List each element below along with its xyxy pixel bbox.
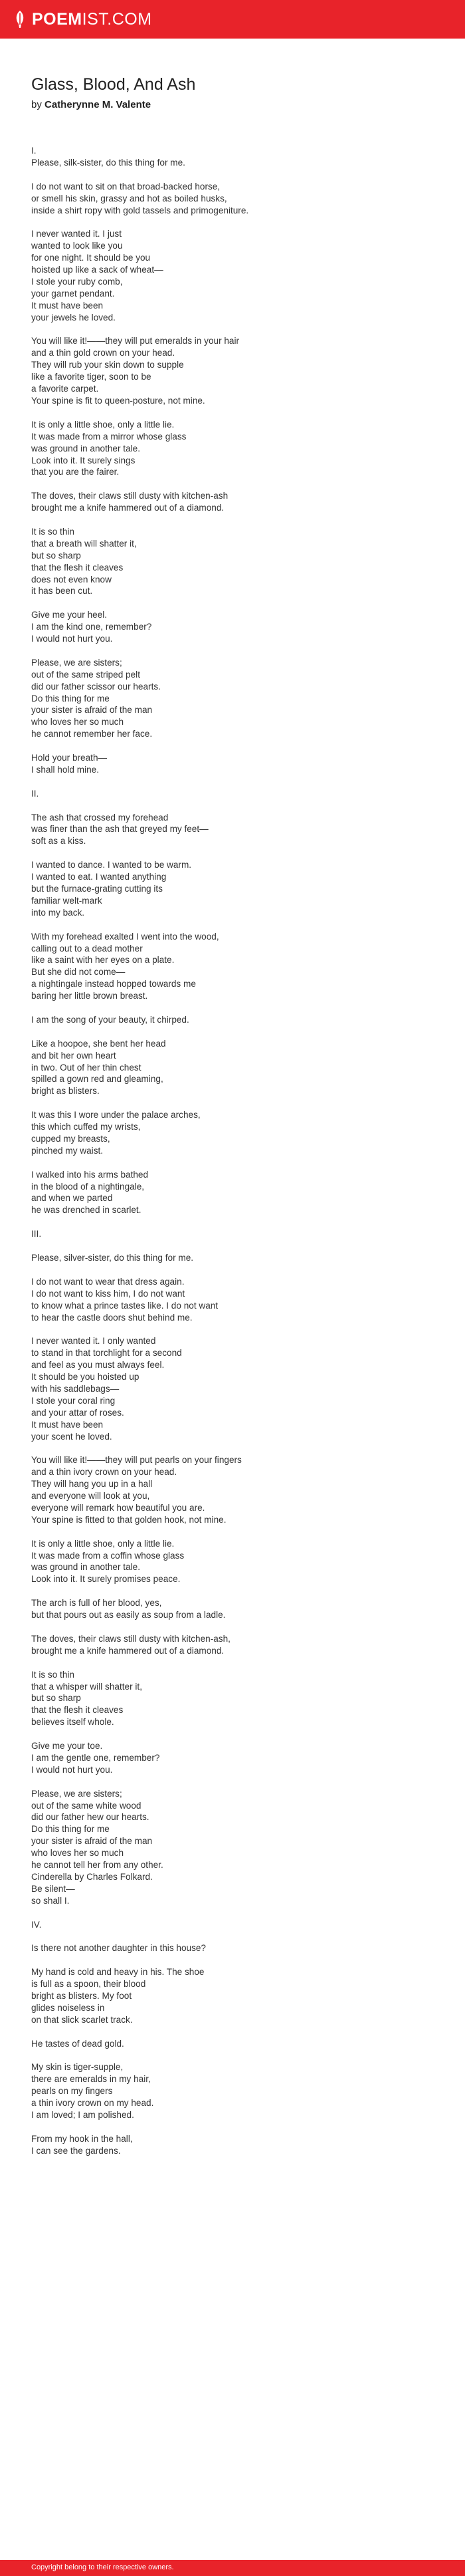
poem-line: your sister is afraid of the man bbox=[31, 705, 153, 715]
poem-line: but the furnace-grating cutting its bbox=[31, 884, 163, 894]
poem-stanza bbox=[31, 490, 443, 514]
poem-line: this which cuffed my wrists, bbox=[31, 1122, 141, 1132]
poem-line: did our father scissor our hearts. bbox=[31, 681, 161, 692]
poem-stanza bbox=[31, 1454, 443, 1525]
poem-line: in the blood of a nightingale, bbox=[31, 1181, 145, 1192]
poem-line: like a favorite tiger, soon to be bbox=[31, 372, 151, 382]
poem-stanza bbox=[31, 526, 443, 597]
author-link[interactable]: Catherynne M. Valente bbox=[45, 99, 151, 110]
poem-stanza bbox=[31, 1538, 443, 1586]
poem-stanza bbox=[31, 1966, 443, 2026]
poem-line: was ground in another tale. bbox=[31, 1562, 140, 1573]
poem-line: inside a shirt ropy with gold tassels and primogeniture. bbox=[31, 205, 249, 215]
poem-line: I would not hurt you. bbox=[31, 1764, 113, 1775]
poem-line: Your spine is fitted to that golden hook, not mine. bbox=[31, 1514, 227, 1525]
footer-copyright: Copyright belong to their respective owners. bbox=[31, 2563, 174, 2571]
poem-line: You will like it!——they will put pearls on your fingers bbox=[31, 1455, 242, 1466]
top-bar bbox=[0, 0, 465, 39]
poem-line: and everyone will look at you, bbox=[31, 1491, 150, 1501]
poem-line: believes itself whole. bbox=[31, 1717, 114, 1728]
poem-stanza bbox=[31, 1740, 443, 1776]
poem-line: in two. Out of her thin chest bbox=[31, 1062, 141, 1073]
poem-line: It must have been bbox=[31, 1419, 104, 1430]
poem-line: They will hang you up in a hall bbox=[31, 1479, 153, 1489]
poem-line: I walked into his arms bathed bbox=[31, 1169, 149, 1180]
poem-line: was ground in another tale. bbox=[31, 443, 140, 453]
poem-line: I do not want to wear that dress again. bbox=[31, 1276, 185, 1287]
poem-stanza bbox=[31, 609, 443, 645]
poem-line: Is there not another daughter in this house? bbox=[31, 1943, 206, 1954]
poem-line: a favorite carpet. bbox=[31, 384, 99, 394]
footer-bar bbox=[0, 2560, 465, 2576]
poem-line: that a breath will shatter it, bbox=[31, 538, 137, 549]
poem-line: but so sharp bbox=[31, 1693, 81, 1704]
poem-line: your jewels he loved. bbox=[31, 312, 116, 322]
poem-line: The ash that crossed my forehead bbox=[31, 812, 169, 823]
poem-line: and a thin gold crown on your head. bbox=[31, 348, 175, 358]
poem-line: glides noiseless in bbox=[31, 2002, 105, 2013]
poem-line: From my hook in the hall, bbox=[31, 2133, 133, 2144]
byline-prefix: by bbox=[31, 99, 42, 110]
poem-line: I am the song of your beauty, it chirped. bbox=[31, 1014, 189, 1025]
poem-line: and a thin ivory crown on your head. bbox=[31, 1467, 177, 1478]
poem-line: IV. bbox=[31, 1919, 42, 1930]
poem-line: did our father hew our hearts. bbox=[31, 1812, 149, 1823]
poem-line: but so sharp bbox=[31, 550, 81, 561]
poem-line: cupped my breasts, bbox=[31, 1133, 110, 1144]
poem-line: Give me your heel. bbox=[31, 610, 108, 620]
poem-stanza bbox=[31, 1252, 443, 1264]
poem-stanza bbox=[31, 419, 443, 479]
poem-line: I shall hold mine. bbox=[31, 764, 100, 775]
poem-line: does not even know bbox=[31, 574, 112, 584]
poem-line: to hear the castle doors shut behind me. bbox=[31, 1312, 193, 1323]
poem-line: Cinderella by Charles Folkard. bbox=[31, 1871, 153, 1882]
poem-stanza bbox=[31, 859, 443, 919]
poem-stanza bbox=[31, 1228, 443, 1240]
poem-line: II. bbox=[31, 788, 39, 799]
poem-line: My hand is cold and heavy in his. The shoe bbox=[31, 1967, 205, 1978]
poem-line: out of the same striped pelt bbox=[31, 669, 140, 680]
poem-line: soft as a kiss. bbox=[31, 836, 86, 846]
poem-line: to know what a prince tastes like. I do not want bbox=[31, 1300, 219, 1311]
poem-line: like a saint with her eyes on a plate. bbox=[31, 955, 175, 966]
poem-line: I never wanted it. I only wanted bbox=[31, 1336, 156, 1347]
poem-line: You will like it!——they will put emeralds in your hair bbox=[31, 336, 240, 346]
poem-line: brought me a knife hammered out of a diamond. bbox=[31, 1645, 225, 1656]
poem-line: and bit her own heart bbox=[31, 1050, 116, 1061]
poem-line: I wanted to dance. I wanted to be warm. bbox=[31, 860, 192, 870]
poem-line: was finer than the ash that greyed my feet— bbox=[31, 824, 209, 835]
poem-stanza bbox=[31, 812, 443, 848]
poem-line: The doves, their claws still dusty with kitchen-ash, bbox=[31, 1633, 231, 1644]
poem-line: Please, we are sisters; bbox=[31, 657, 122, 668]
site-logo[interactable] bbox=[13, 9, 152, 29]
poem-stanza bbox=[31, 1669, 443, 1729]
poem-line: But she did not come— bbox=[31, 967, 126, 977]
poem-line: everyone will remark how beautiful you are. bbox=[31, 1502, 205, 1513]
poem-line: a thin ivory crown on my head. bbox=[31, 2098, 154, 2109]
poem-line: that a whisper will shatter it, bbox=[31, 1681, 142, 1692]
poem-line: I am the gentle one, remember? bbox=[31, 1752, 160, 1763]
poem-line: III. bbox=[31, 1229, 42, 1239]
poem-stanza bbox=[31, 228, 443, 323]
poem-stanza bbox=[31, 1942, 443, 1954]
poem-line: Please, we are sisters; bbox=[31, 1788, 122, 1799]
poem-line: there are emeralds in my hair, bbox=[31, 2074, 151, 2085]
poem-title: Glass, Blood, And Ash bbox=[31, 75, 196, 94]
poem-stanza bbox=[31, 1788, 443, 1907]
poem-line: They will rub your skin down to supple bbox=[31, 360, 184, 370]
poem-line: It was made from a mirror whose glass bbox=[31, 431, 187, 442]
poem-line: With my forehead exalted I went into the wood, bbox=[31, 931, 219, 942]
poem-stanza bbox=[31, 1169, 443, 1217]
poem-line: I am the kind one, remember? bbox=[31, 622, 152, 632]
poem-line: pinched my waist. bbox=[31, 1145, 104, 1156]
poem-line: it has been cut. bbox=[31, 586, 93, 596]
poem-line: I never wanted it. I just bbox=[31, 229, 122, 239]
poem-stanza bbox=[31, 2061, 443, 2121]
poem-stanza bbox=[31, 1633, 443, 1657]
poem-line: that you are the fairer. bbox=[31, 467, 120, 477]
poem-line: My skin is tiger-supple, bbox=[31, 2062, 124, 2073]
poem-line: with his saddlebags— bbox=[31, 1383, 120, 1394]
poem-line: and feel as you must always feel. bbox=[31, 1360, 165, 1370]
poem-line: spilled a gown red and gleaming, bbox=[31, 1074, 163, 1085]
poem-line: Do this thing for me bbox=[31, 1824, 110, 1835]
poem-line: he was drenched in scarlet. bbox=[31, 1205, 141, 1216]
poem-line: bright as blisters. bbox=[31, 1086, 100, 1096]
poem-stanza bbox=[31, 335, 443, 406]
poem-stanza bbox=[31, 1038, 443, 1098]
poem-stanza bbox=[31, 2133, 443, 2157]
poem-line: who loves her so much bbox=[31, 717, 124, 727]
poem-line: Be silent— bbox=[31, 1883, 75, 1894]
poem-line: so shall I. bbox=[31, 1895, 70, 1906]
poem-stanza bbox=[31, 2038, 443, 2050]
poem-stanza bbox=[31, 752, 443, 776]
poem-line: He tastes of dead gold. bbox=[31, 2038, 124, 2049]
poem-line: on that slick scarlet track. bbox=[31, 2014, 133, 2025]
poem-line: The doves, their claws still dusty with kitchen-ash bbox=[31, 491, 229, 501]
poem-stanza bbox=[31, 931, 443, 1002]
poem-line: I. bbox=[31, 146, 37, 156]
poem-line: but that pours out as easily as soup from a ladle. bbox=[31, 1610, 226, 1620]
poem-line: hoisted up like a sack of wheat— bbox=[31, 265, 163, 275]
poem-line: for one night. It should be you bbox=[31, 253, 151, 263]
poem-line: who loves her so much bbox=[31, 1848, 124, 1859]
poem-line: that the flesh it cleaves bbox=[31, 1705, 124, 1716]
poem-line: I stole your ruby comb, bbox=[31, 276, 123, 287]
poem-line: I can see the gardens. bbox=[31, 2145, 121, 2156]
poem-stanza bbox=[31, 1597, 443, 1621]
poem-line: I stole your coral ring bbox=[31, 1395, 116, 1406]
poem-line: wanted to look like you bbox=[31, 241, 123, 251]
poem-line: Please, silver-sister, do this thing for me. bbox=[31, 1252, 194, 1263]
poem-line: your garnet pendant. bbox=[31, 288, 115, 299]
logo-text: POEMIST.COM bbox=[32, 9, 152, 29]
poem-line: baring her little brown breast. bbox=[31, 991, 148, 1001]
poem-line: It is only a little shoe, only a little lie. bbox=[31, 419, 175, 430]
poem-line: your scent he loved. bbox=[31, 1431, 112, 1442]
poem-line: familiar welt-mark bbox=[31, 895, 102, 906]
poem-line: I do not want to kiss him, I do not want bbox=[31, 1288, 185, 1299]
poem-line: It was made from a coffin whose glass bbox=[31, 1550, 185, 1561]
poem-line: It is so thin bbox=[31, 526, 74, 537]
poem-stanza bbox=[31, 1109, 443, 1157]
poem-stanza bbox=[31, 181, 443, 217]
poem-article bbox=[31, 74, 443, 2169]
poem-stanza bbox=[31, 657, 443, 740]
poem-line: I do not want to sit on that broad-backed horse, bbox=[31, 181, 221, 192]
poem-line: It must have been bbox=[31, 300, 104, 311]
poem-line: Like a hoopoe, she bent her head bbox=[31, 1038, 166, 1049]
poem-line: to stand in that torchlight for a second bbox=[31, 1348, 182, 1358]
poem-line: I would not hurt you. bbox=[31, 634, 113, 644]
poem-line: is full as a spoon, their blood bbox=[31, 1979, 146, 1990]
poem-line: he cannot tell her from any other. bbox=[31, 1860, 163, 1870]
poem-body bbox=[31, 145, 443, 2157]
poem-line: Your spine is fit to queen-posture, not mine. bbox=[31, 395, 205, 406]
poem-stanza bbox=[31, 788, 443, 800]
poem-line: into my back. bbox=[31, 907, 85, 918]
poem-line: and your attar of roses. bbox=[31, 1407, 124, 1418]
poem-line: he cannot remember her face. bbox=[31, 729, 153, 739]
poem-line: brought me a knife hammered out of a diamond. bbox=[31, 503, 225, 513]
poem-line: Give me your toe. bbox=[31, 1741, 103, 1751]
poem-line: calling out to a dead mother bbox=[31, 943, 143, 954]
poem-stanza bbox=[31, 1919, 443, 1931]
poem-line: and when we parted bbox=[31, 1193, 113, 1204]
poem-line: Look into it. It surely sings bbox=[31, 455, 136, 465]
poem-line: It is only a little shoe, only a little lie. bbox=[31, 1538, 175, 1549]
poem-line: a nightingale instead hopped towards me bbox=[31, 979, 196, 989]
poem-line: I am loved; I am polished. bbox=[31, 2110, 134, 2121]
poem-line: It should be you hoisted up bbox=[31, 1372, 140, 1382]
poem-stanza bbox=[31, 1276, 443, 1324]
poem-line: It is so thin bbox=[31, 1669, 74, 1680]
poem-line: It was this I wore under the palace arches, bbox=[31, 1110, 201, 1120]
poem-stanza bbox=[31, 1014, 443, 1026]
poem-line: out of the same white wood bbox=[31, 1800, 141, 1811]
poem-stanza bbox=[31, 1335, 443, 1442]
poem-line: Do this thing for me bbox=[31, 693, 110, 704]
poem-line: bright as blisters. My foot bbox=[31, 1990, 132, 2001]
poem-line: Hold your breath— bbox=[31, 753, 108, 763]
poem-line: or smell his skin, grassy and hot as boiled husks, bbox=[31, 193, 227, 203]
poem-line: pearls on my fingers bbox=[31, 2086, 113, 2097]
poem-line: that the flesh it cleaves bbox=[31, 562, 124, 573]
byline bbox=[31, 98, 443, 112]
poem-line: I wanted to eat. I wanted anything bbox=[31, 872, 167, 882]
quill-icon bbox=[13, 10, 27, 29]
poem-line: Please, silk-sister, do this thing for me. bbox=[31, 157, 185, 168]
poem-line: your sister is afraid of the man bbox=[31, 1836, 153, 1847]
poem-stanza bbox=[31, 145, 443, 169]
poem-line: The arch is full of her blood, yes, bbox=[31, 1598, 162, 1609]
poem-line: Look into it. It surely promises peace. bbox=[31, 1574, 181, 1585]
